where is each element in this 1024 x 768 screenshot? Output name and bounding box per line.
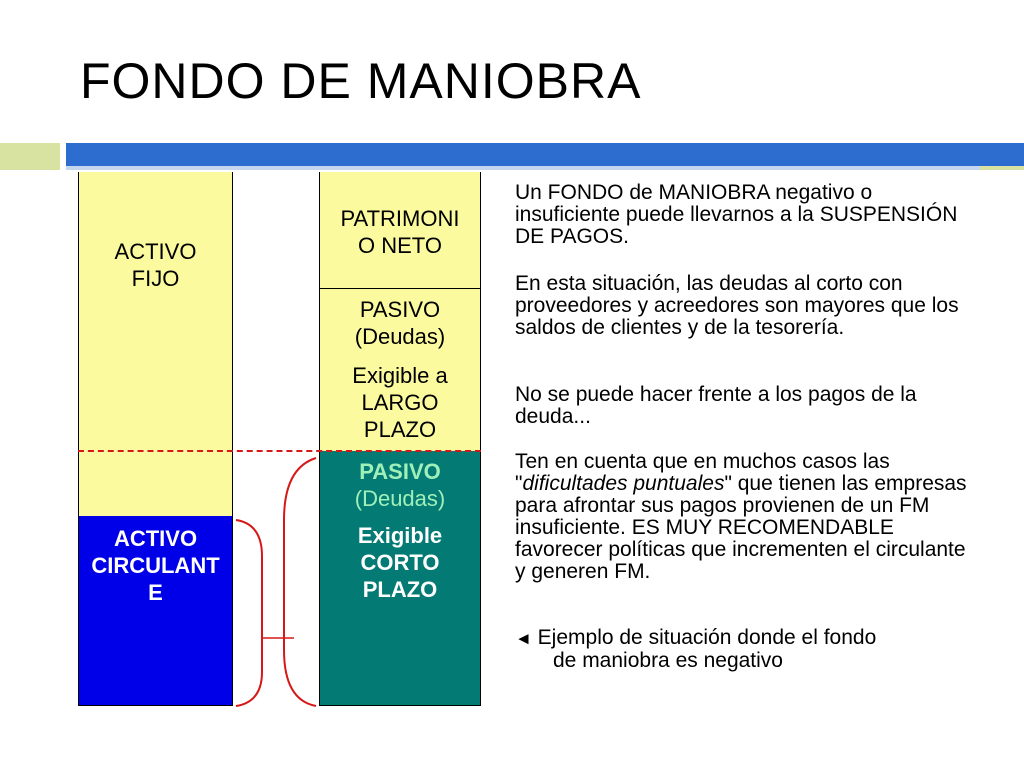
activo-circulante-line1: ACTIVO [113, 526, 198, 551]
paragraph-4-start: Ten en cuenta que en muchos casos las " [515, 450, 890, 495]
pasivo-corto-line1: PASIVO [359, 459, 441, 484]
pasivo-largo-line4: LARGO [361, 390, 439, 415]
pasivo-largo-line2: (Deudas) [354, 324, 446, 349]
paragraph-4-italic: dificultades puntuales [522, 472, 725, 495]
example-note [515, 627, 985, 672]
pasivo-corto-line3: Exigible [357, 523, 443, 548]
activo-circulante-line3: E [148, 580, 163, 605]
pasivo-corto-line4: CORTO [360, 550, 440, 575]
pasivo-largo-line1: PASIVO [359, 297, 441, 322]
paragraph-3-text: No se puede hacer frente a los pagos de la deuda... [515, 383, 917, 428]
paragraph-3 [515, 384, 975, 428]
triangle-left-icon: ◄ [515, 629, 532, 648]
patrimonio-neto-label: PATRIMONI O NETO [340, 206, 460, 258]
paragraph-4-end: " que tienen las empresas para afrontar sus pagos provienen de un FM insuficiente. ES MUY RECOMENDABLE favorecer políticas que incrementen el circulante y generen FM. [515, 472, 967, 583]
right-bracket [284, 458, 316, 706]
paragraph-1 [515, 182, 975, 248]
paragraph-1-text: Un FONDO de MANIOBRA negativo o insuficiente puede llevarnos a la SUSPENSIÓN DE PAGOS. [515, 181, 958, 248]
paragraph-2-text: En esta situación, las deudas al corto con proveedores y acreedores son mayores que los saldos de clientes y de la tesorería. [515, 272, 959, 339]
note-line-2: de maniobra es negativo [553, 649, 783, 672]
pasivo-corto-line2: (Deudas) [354, 486, 446, 511]
paragraph-2 [515, 273, 975, 339]
paragraph-4-text [515, 451, 975, 583]
note-line-1: Ejemplo de situación donde el fondo [537, 626, 877, 649]
left-bracket [236, 520, 262, 706]
activo-fijo-label: ACTIVO FIJO [114, 239, 197, 291]
slide-title: FONDO DE MANIOBRA [80, 53, 642, 109]
paragraph-4 [515, 451, 975, 583]
pasivo-largo-line3: Exigible a [352, 363, 448, 388]
pasivo-corto-line5: PLAZO [362, 577, 438, 602]
pasivo-largo-line5: PLAZO [363, 417, 437, 442]
activo-circulante-line2: CIRCULANT [91, 553, 220, 578]
